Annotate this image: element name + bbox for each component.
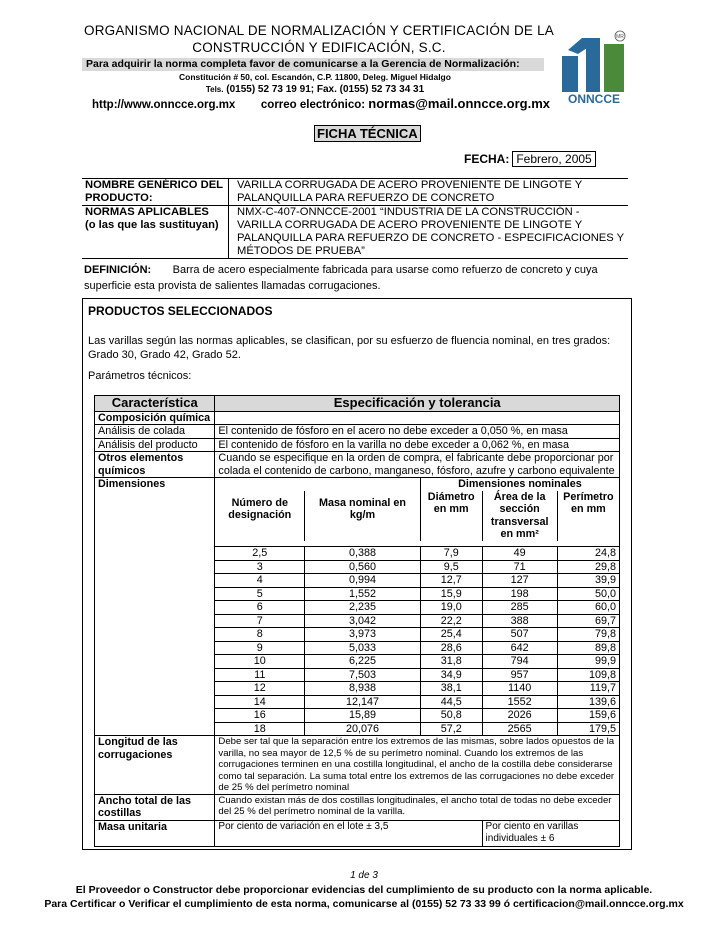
phone-info <box>86 84 544 95</box>
comp-empty <box>215 411 620 425</box>
cell-area: 198 <box>482 587 557 601</box>
cell-num: 6 <box>215 601 305 615</box>
colada-value: El contenido de fósforo en el acero no debe exceder a 0,050 %, en masa <box>215 425 620 439</box>
cell-num: 10 <box>215 655 305 669</box>
cell-perim: 39,9 <box>557 574 619 588</box>
spec-table <box>94 395 620 847</box>
cell-num: 11 <box>215 668 305 682</box>
params-label: Parámetros técnicos: <box>88 370 192 382</box>
cell-perim: 50,0 <box>557 587 619 601</box>
cell-diam: 25,4 <box>420 628 482 642</box>
h-diam: Diámetro en mm <box>420 491 482 541</box>
cell-area: 957 <box>482 668 557 682</box>
logo-bar-left <box>562 56 578 92</box>
org-line-1: ORGANISMO NACIONAL DE NORMALIZACIÓN Y CERTIFICACIÓN DE LA <box>84 23 554 38</box>
cell-masa: 5,033 <box>305 641 421 655</box>
cell-num: 14 <box>215 695 305 709</box>
cell-perim: 69,7 <box>557 614 619 628</box>
cell-area: 642 <box>482 641 557 655</box>
cell-masa: 15,89 <box>305 709 421 723</box>
cell-diam: 7,9 <box>420 547 482 561</box>
web-contact <box>92 96 550 111</box>
website-link[interactable]: http://www.onncce.org.mx <box>92 99 236 111</box>
norms-label: NORMAS APLICABLES <box>85 206 209 218</box>
ancho-label: Ancho total de las costillas <box>95 794 215 820</box>
cell-num: 5 <box>215 587 305 601</box>
cell-perim: 99,9 <box>557 655 619 669</box>
cell-perim: 109,8 <box>557 668 619 682</box>
col-header-characteristic: Característica <box>95 396 215 412</box>
cell-perim: 24,8 <box>557 547 619 561</box>
product-name-value: VARILLA CORRUGADA DE ACERO PROVENIENTE DE LINGOTE Y PALANQUILLA PARA REFUERZO DE CONCRETO <box>229 179 629 206</box>
cell-masa: 7,503 <box>305 668 421 682</box>
cell-area: 1140 <box>482 682 557 696</box>
cell-perim: 60,0 <box>557 601 619 615</box>
norms-label-cell <box>82 206 229 259</box>
cell-perim: 79,8 <box>557 628 619 642</box>
cell-diam: 15,9 <box>420 587 482 601</box>
norms-sub: (o las que las sustituyan) <box>85 219 219 231</box>
cell-diam: 31,8 <box>420 655 482 669</box>
cell-masa: 0,560 <box>305 560 421 574</box>
cell-area: 71 <box>482 560 557 574</box>
products-title: PRODUCTOS SELECCIONADOS <box>88 304 273 318</box>
cell-num: 3 <box>215 560 305 574</box>
long-label: Longitud de las corrugaciones <box>95 736 215 795</box>
h-masa: Masa nominal en kg/m <box>305 491 421 541</box>
logo-bar-right <box>604 44 624 92</box>
address: Constitución # 50, col. Escandón, C.P. 11800, Deleg. Miguel Hidalgo <box>179 72 451 82</box>
cell-area: 127 <box>482 574 557 588</box>
cell-num: 8 <box>215 628 305 642</box>
date-label: FECHA: <box>464 152 510 166</box>
otros-value: Cuando se especifique en la orden de compra, el fabricante debe proporcionar por colada el contenido de carbono, manganeso, fósforo, azufre y carbono equivalente <box>215 452 620 478</box>
registered-mark-text: MR <box>616 34 624 40</box>
dim-label: Dimensiones <box>95 478 215 547</box>
organization-name <box>84 22 554 56</box>
cell-area: 794 <box>482 655 557 669</box>
colada-label: Análisis de colada <box>95 425 215 439</box>
comp-label: Composición química <box>95 411 215 425</box>
cell-masa: 1,552 <box>305 587 421 601</box>
cell-diam: 9,5 <box>420 560 482 574</box>
cell-masa: 20,076 <box>305 722 421 736</box>
logo-bar-mid <box>586 38 600 92</box>
cell-diam: 22,2 <box>420 614 482 628</box>
cell-diam: 44,5 <box>420 695 482 709</box>
cell-area: 1552 <box>482 695 557 709</box>
masa-v1: Por ciento de variación en el lote ± 3,5 <box>215 820 482 846</box>
cell-perim: 29,8 <box>557 560 619 574</box>
cell-masa: 3,042 <box>305 614 421 628</box>
tels-label: Tels. <box>205 85 224 94</box>
cell-diam: 28,6 <box>420 641 482 655</box>
masa-v2: Por ciento en varillas individuales ± 6 <box>482 820 619 846</box>
producto-value: El contenido de fósforo en la varilla no debe exceder a 0,062 %, en masa <box>215 438 620 452</box>
cell-num: 9 <box>215 641 305 655</box>
cell-area: 49 <box>482 547 557 561</box>
cell-diam: 34,9 <box>420 668 482 682</box>
cell-area: 2026 <box>482 709 557 723</box>
cell-masa: 12,147 <box>305 695 421 709</box>
ancho-value: Cuando existan más de dos costillas longitudinales, el ancho total de todas no debe exceder del 25 % del perímetro nominal de la varilla. <box>215 794 620 820</box>
footer-line-1: El Proveedor o Constructor debe proporcionar evidencias del cumplimiento de su producto con la norma aplicable. <box>75 884 653 896</box>
cell-masa: 3,973 <box>305 628 421 642</box>
h-perim: Perímetro en mm <box>557 491 619 541</box>
cell-num: 12 <box>215 682 305 696</box>
cell-masa: 2,235 <box>305 601 421 615</box>
cell-perim: 139,6 <box>557 695 619 709</box>
cell-masa: 0,994 <box>305 574 421 588</box>
cell-masa: 0,388 <box>305 547 421 561</box>
cell-area: 2565 <box>482 722 557 736</box>
dim-label-continuation <box>95 547 215 736</box>
h-area: Área de la sección transversal en mm² <box>482 491 557 541</box>
cell-area: 285 <box>482 601 557 615</box>
cell-num: 18 <box>215 722 305 736</box>
cell-diam: 38,1 <box>420 682 482 696</box>
tels-value: (0155) 52 73 19 91; Fax. (0155) 52 73 34 31 <box>226 84 425 95</box>
definition-text: Barra de acero especialmente fabricada para usarse como refuerzo de concreto y cuya superficie esta provista de salientes llamadas corrugaciones. <box>84 264 598 292</box>
cell-area: 507 <box>482 628 557 642</box>
cell-diam: 57,2 <box>420 722 482 736</box>
cell-masa: 6,225 <box>305 655 421 669</box>
cell-perim: 89,8 <box>557 641 619 655</box>
logo-text: ONNCCE <box>567 92 621 106</box>
masa-label: Masa unitaria <box>95 820 215 846</box>
cell-perim: 179,5 <box>557 722 619 736</box>
onncce-logo <box>560 30 628 106</box>
footer-line-2: Para Certificar o Verificar el cumplimiento de esta norma, comunicarse al (0155) 52 73 33 99 ó certificacion@mail.onncce.org.mx <box>44 898 684 910</box>
producto-label: Análisis del producto <box>95 438 215 452</box>
cell-diam: 19,0 <box>420 601 482 615</box>
otros-label: Otros elementos químicos <box>95 452 215 478</box>
definition <box>84 262 632 294</box>
h-num: Número de designación <box>215 491 305 541</box>
page-number: 1 de 3 <box>350 870 378 881</box>
col-header-spec: Especificación y tolerancia <box>215 396 620 412</box>
email-label: correo electrónico: <box>260 99 366 111</box>
dim-nominal-header: Dimensiones nominales <box>420 478 619 491</box>
date <box>464 152 596 166</box>
purchase-info: Para adquirir la norma completa favor de comunicarse a la Gerencia de Normalización: <box>86 58 520 70</box>
email-link[interactable]: normas@mail.onncce.org.mx <box>368 96 551 111</box>
date-value: Febrero, 2005 <box>512 151 595 167</box>
document-title: FICHA TÉCNICA <box>314 125 421 142</box>
product-info-table <box>82 178 628 259</box>
products-intro: Las varillas según las normas aplicables, se clasifican, por su esfuerzo de fluencia nominal, en tres grados: Grado 30, Grado 42, Grado 52. <box>88 335 611 361</box>
cell-num: 2,5 <box>215 547 305 561</box>
org-line-2: CONSTRUCCIÓN Y EDIFICACIÓN, S.C. <box>192 40 446 55</box>
definition-label: DEFINICIÓN: <box>84 264 152 276</box>
dim-spacer <box>215 478 420 491</box>
cell-area: 388 <box>482 614 557 628</box>
cell-perim: 119,7 <box>557 682 619 696</box>
cell-num: 4 <box>215 574 305 588</box>
long-value: Debe ser tal que la separación entre los extremos de las mismas, sobre lados opuestos de la varilla, no sea mayor de 12,5 % de su perímetro nominal. Cuando los extremos de las corrugaciones terminen en una costilla longitudinal, el ancho de la costilla debe considerarse como tal separación. La suma total entre los extremos de las corrugaciones no debe exceder de 25 % del perímetro nominal <box>215 736 620 795</box>
cell-diam: 50,8 <box>420 709 482 723</box>
cell-perim: 159,6 <box>557 709 619 723</box>
norms-value: NMX-C-407-ONNCCE-2001 “INDUSTRIA DE LA CONSTRUCCIÓN - VARILLA CORRUGADA DE ACERO PROVENIENTE DE LINGOTE Y PALANQUILLA PARA REFUERZO DE CONCRETO - ESPECIFICACIONES Y MÉTODOS DE PRUEBA” <box>229 206 629 259</box>
product-name-label: NOMBRE GENÉRICO DEL PRODUCTO: <box>85 179 223 204</box>
cell-diam: 12,7 <box>420 574 482 588</box>
cell-masa: 8,938 <box>305 682 421 696</box>
cell-num: 7 <box>215 614 305 628</box>
cell-num: 16 <box>215 709 305 723</box>
